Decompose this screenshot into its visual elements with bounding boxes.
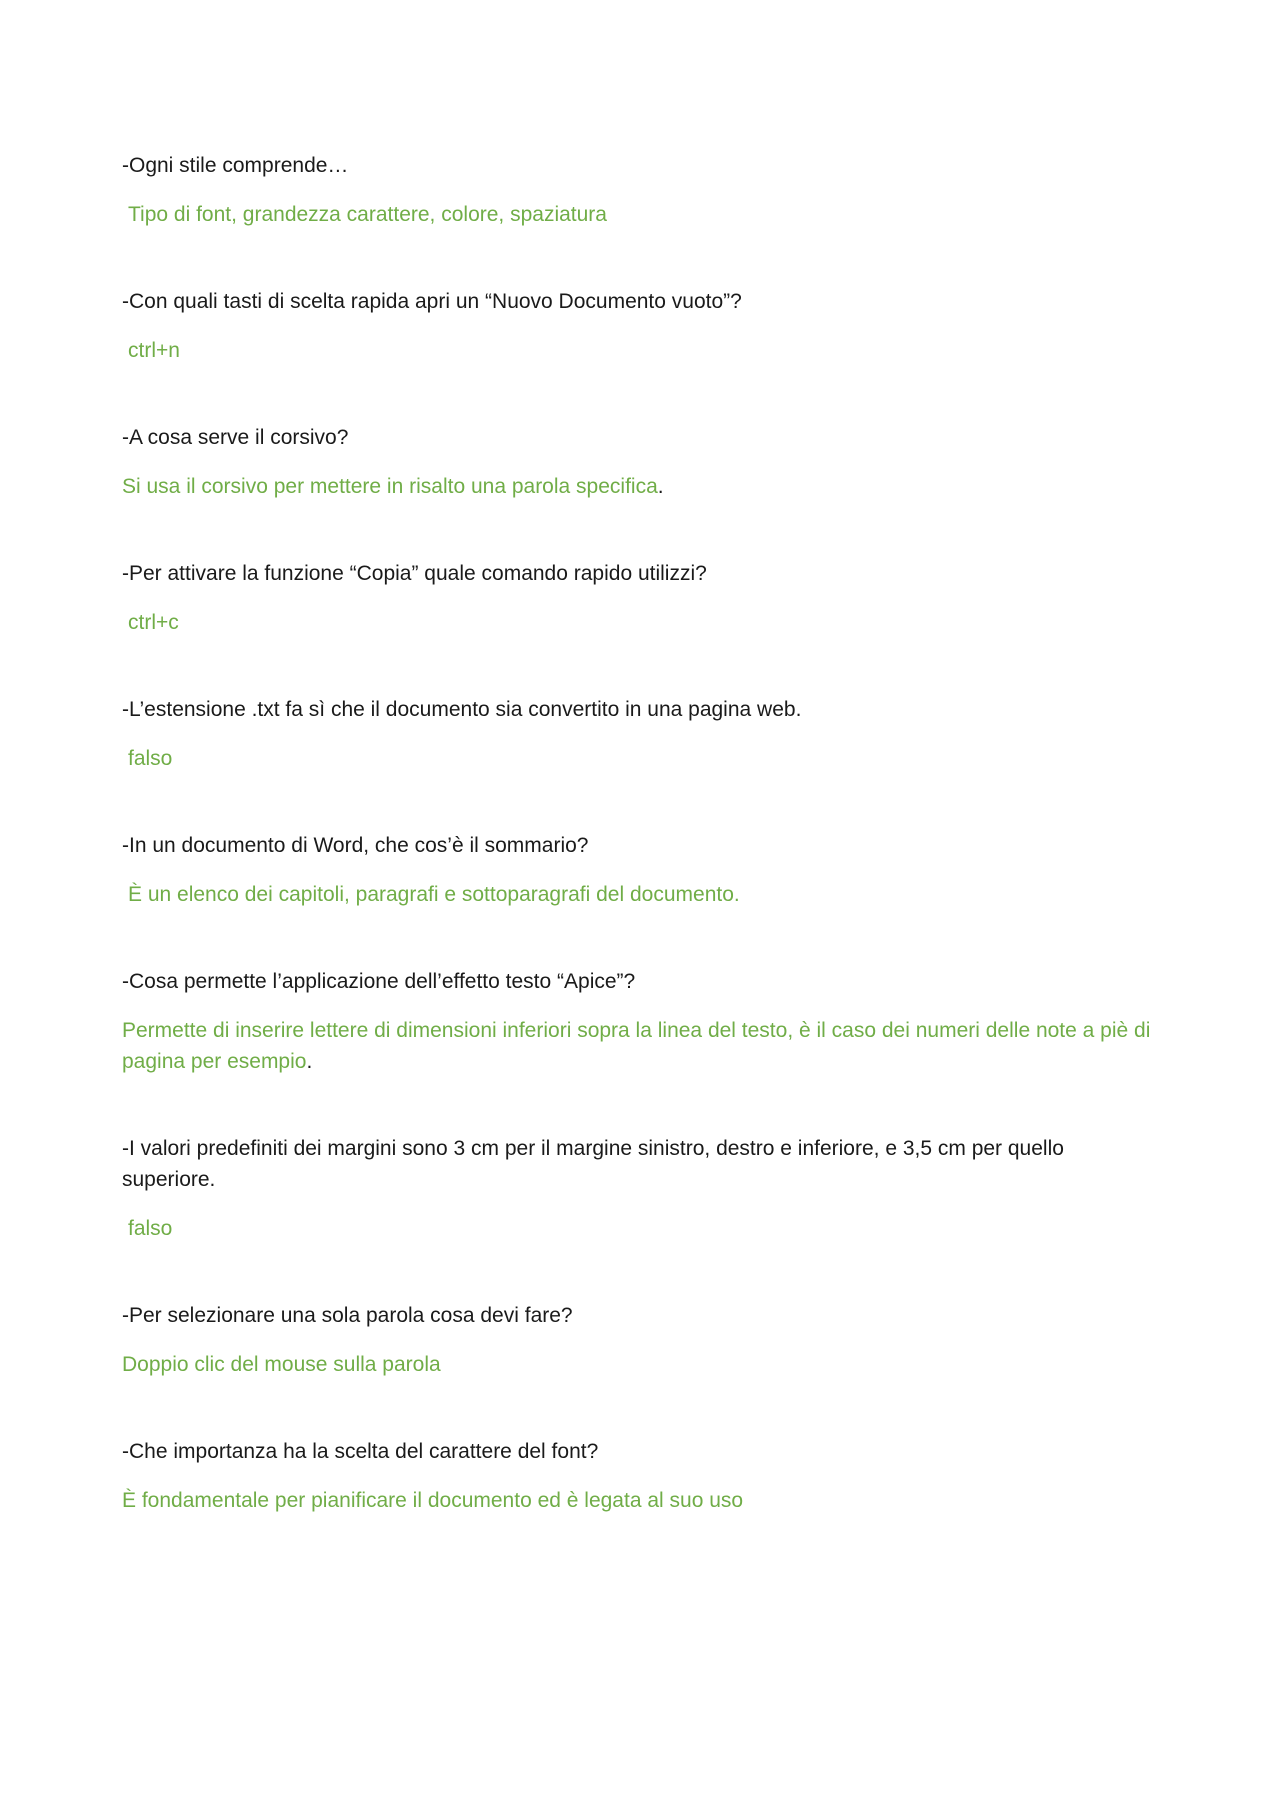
answer-text: È un elenco dei capitoli, paragrafi e sottoparagrafi del documento. xyxy=(128,883,740,906)
question-text: -I valori predefiniti dei margini sono 3 cm per il margine sinistro, destro e inferiore, e 3,5 cm per quello superiore. xyxy=(122,1137,1064,1191)
answer-text: ctrl+n xyxy=(128,339,180,362)
question-text: -Per selezionare una sola parola cosa devi fare? xyxy=(122,1304,573,1327)
answer-text: Permette di inserire lettere di dimensioni inferiori sopra la linea del testo, è il caso dei numeri delle note a piè di pagina per esempio. xyxy=(122,1019,1151,1073)
question-text: -L’estensione .txt fa sì che il documento sia convertito in una pagina web. xyxy=(122,698,802,721)
answer-text: falso xyxy=(128,1217,173,1240)
answer-text: Doppio clic del mouse sulla parola xyxy=(122,1353,441,1376)
answer-text: Si usa il corsivo per mettere in risalto una parola specifica. xyxy=(122,475,664,498)
qa-item xyxy=(122,1436,1152,1516)
question-text: -Cosa permette l’applicazione dell’effetto testo “Apice”? xyxy=(122,970,636,993)
qa-item xyxy=(122,1300,1152,1380)
qa-item xyxy=(122,1133,1152,1244)
answer-text: È fondamentale per pianificare il documento ed è legata al suo uso xyxy=(122,1489,744,1512)
question-text: -Ogni stile comprende… xyxy=(122,154,349,177)
question-text: -Con quali tasti di scelta rapida apri un “Nuovo Documento vuoto”? xyxy=(122,290,742,313)
qa-item xyxy=(122,558,1152,638)
qa-item xyxy=(122,830,1152,910)
qa-item xyxy=(122,150,1152,230)
question-text: -Per attivare la funzione “Copia” quale comando rapido utilizzi? xyxy=(122,562,707,585)
qa-item xyxy=(122,286,1152,366)
question-text: -Che importanza ha la scelta del carattere del font? xyxy=(122,1440,599,1463)
answer-text: ctrl+c xyxy=(128,611,179,634)
qa-item xyxy=(122,422,1152,502)
document-body xyxy=(122,150,1152,1572)
qa-item xyxy=(122,694,1152,774)
question-text: -A cosa serve il corsivo? xyxy=(122,426,349,449)
qa-item xyxy=(122,966,1152,1077)
answer-text: falso xyxy=(128,747,173,770)
question-text: -In un documento di Word, che cos’è il sommario? xyxy=(122,834,589,857)
answer-text: Tipo di font, grandezza carattere, colore, spaziatura xyxy=(128,203,607,226)
